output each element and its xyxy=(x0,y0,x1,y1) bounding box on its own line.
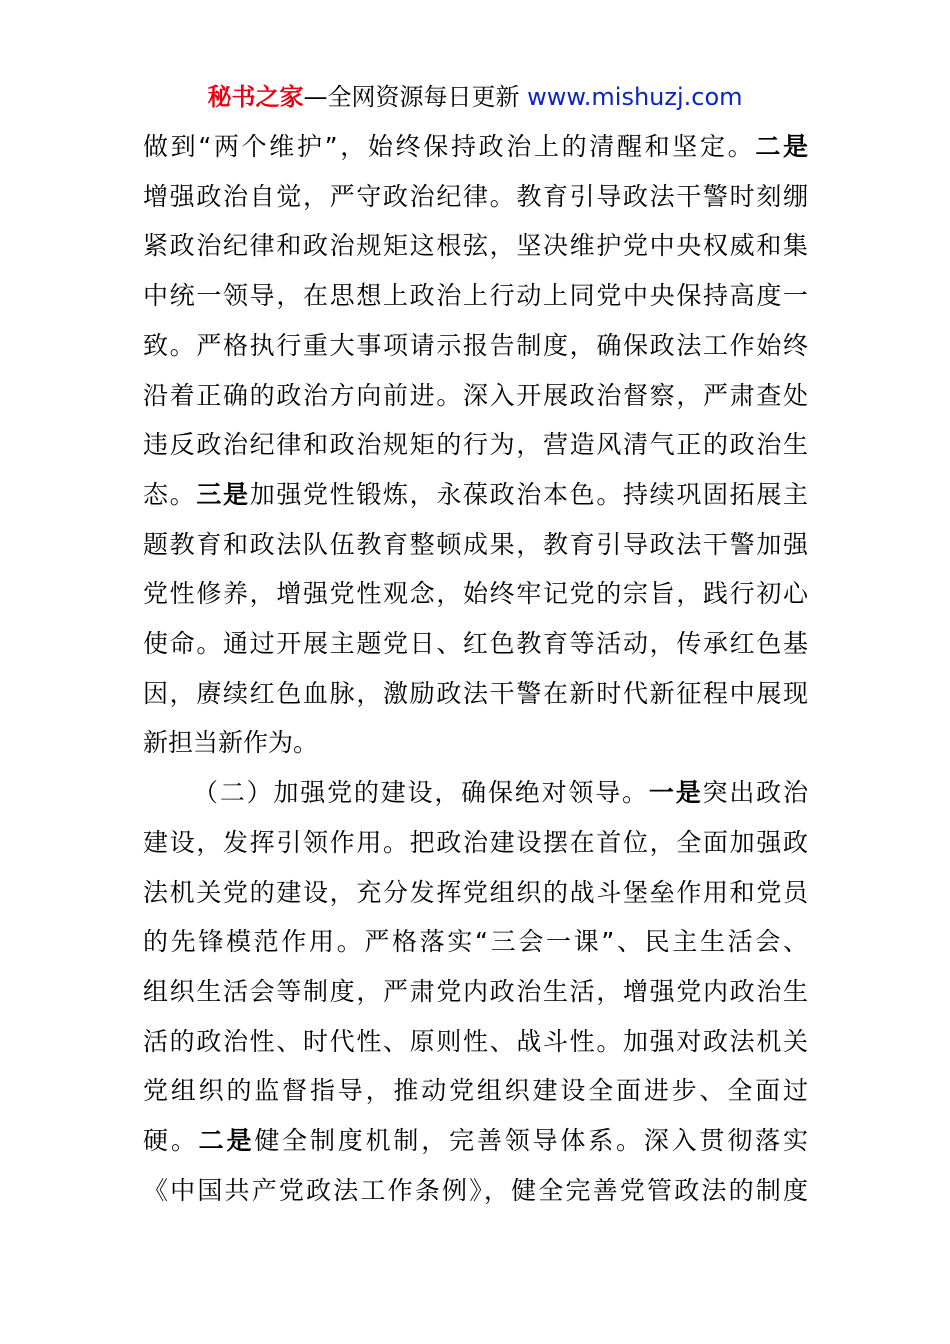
text-line: 违反政治纪律和政治规矩的行为，营造风清气正的政治生 xyxy=(143,430,808,460)
header-tagline: —全网资源每日更新 xyxy=(303,83,528,111)
text-line: 态。三是加强党性锻炼，永葆政治本色。持续巩固拓展主 xyxy=(143,479,808,509)
text-line: 硬。二是健全制度机制，完善领导体系。深入贯彻落实 xyxy=(143,1126,808,1156)
text-line: 建设，发挥引领作用。把政治建设摆在首位，全面加强政 xyxy=(143,827,808,857)
text-line: 的先锋模范作用。严格落实“三会一课”、民主生活会、 xyxy=(143,927,808,957)
text-line: 法机关党的建设，充分发挥党组织的战斗堡垒作用和党员 xyxy=(143,877,808,907)
document-body xyxy=(143,122,808,1215)
header-brand: 秘书之家 xyxy=(207,83,304,111)
text-line: 因，赓续红色血脉，激励政法干警在新时代新征程中展现 xyxy=(143,678,808,708)
text-line: 使命。通过开展主题党日、红色教育等活动，传承红色基 xyxy=(143,629,808,659)
text-line: 沿着正确的政治方向前进。深入开展政治督察，严肃查处 xyxy=(143,380,808,410)
header-site-url[interactable]: www.mishuzj.com xyxy=(527,83,743,111)
text-line: 增强政治自觉，严守政治纪律。教育引导政法干警时刻绷 xyxy=(143,181,808,211)
page-header xyxy=(0,80,950,114)
text-line: 紧政治纪律和政治规矩这根弦，坚决维护党中央权威和集 xyxy=(143,231,808,261)
text-line: 做到“两个维护”，始终保持政治上的清醒和坚定。二是 xyxy=(143,132,808,161)
text-line: （二）加强党的建设，确保绝对领导。一是突出政治 xyxy=(193,778,808,808)
text-line: 致。严格执行重大事项请示报告制度，确保政法工作始终 xyxy=(143,330,808,360)
text-line: 新担当新作为。 xyxy=(143,728,319,758)
text-line: 题教育和政法队伍教育整顿成果，教育引导政法干警加强 xyxy=(143,529,808,559)
text-line: 党性修养，增强党性观念，始终牢记党的宗旨，践行初心 xyxy=(143,579,808,609)
text-line: 党组织的监督指导，推动党组织建设全面进步、全面过 xyxy=(143,1076,808,1106)
text-line: 《中国共产党政法工作条例》，健全完善党管政法的制度 xyxy=(143,1175,808,1205)
text-line: 组织生活会等制度，严肃党内政治生活，增强党内政治生 xyxy=(143,976,808,1006)
text-line: 活的政治性、时代性、原则性、战斗性。加强对政法机关 xyxy=(143,1026,808,1056)
text-line: 中统一领导，在思想上政治上行动上同党中央保持高度一 xyxy=(143,281,808,311)
